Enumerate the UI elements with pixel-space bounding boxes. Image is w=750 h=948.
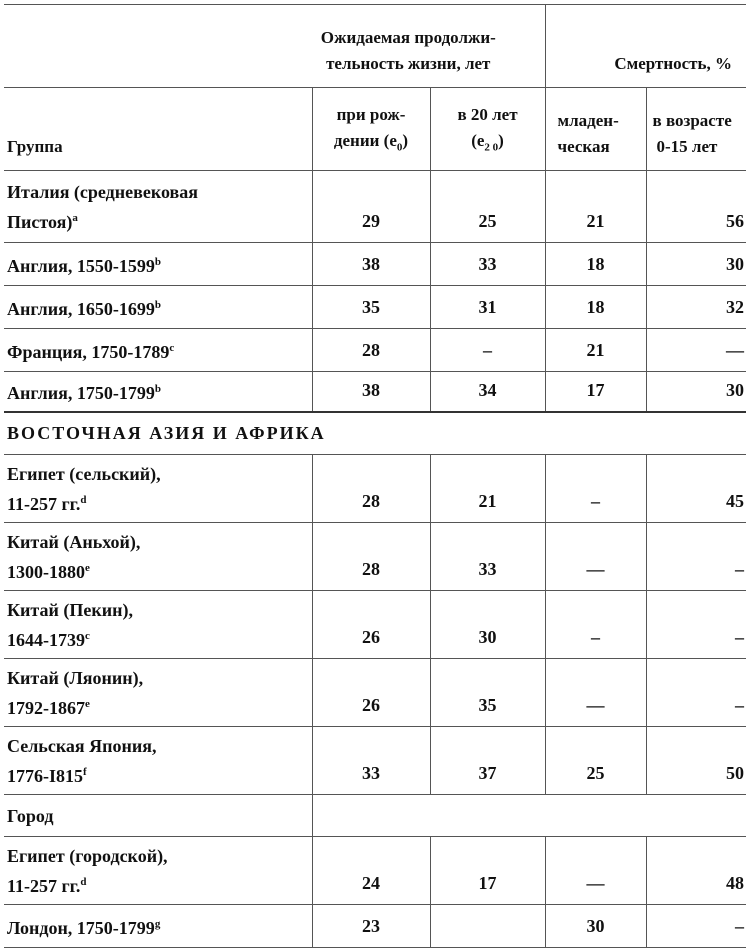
cell-at-birth: 28	[312, 455, 430, 523]
cell-age-0-15: 30	[646, 372, 746, 412]
row-label-line2: 1792-1867	[7, 697, 85, 718]
footnote-marker: b	[154, 256, 161, 268]
section-title-city: Город	[4, 795, 312, 837]
section-row	[4, 412, 746, 455]
footnote-marker: b	[154, 383, 161, 396]
cell-at-birth: 35	[312, 286, 430, 329]
row-group-label	[4, 523, 312, 591]
cell-age-0-15: –	[646, 523, 746, 591]
cell-infant: 18	[545, 286, 646, 329]
age-line1: в возрасте	[652, 111, 732, 130]
cell-infant: 25	[545, 727, 646, 795]
cell-infant: –	[545, 455, 646, 523]
cell-at-birth: 26	[312, 659, 430, 727]
cell-age-0-15: 30	[646, 243, 746, 286]
cell-infant: 30	[545, 905, 646, 948]
cell-at-birth: 33	[312, 727, 430, 795]
age-0-15-header	[646, 88, 746, 171]
cell-at-20: 31	[430, 286, 545, 329]
table-row	[4, 523, 746, 591]
cell-infant: 18	[545, 243, 646, 286]
at-20-header: в 20 лет $(e_{2 0})$	[430, 88, 545, 171]
table-row	[4, 243, 746, 286]
row-label-line1: Англия, 1750-1799	[7, 383, 155, 404]
row-label-line1: Китай (Ляонин),	[7, 667, 144, 688]
header-empty-cell	[4, 5, 312, 88]
cell-at-birth: 28	[312, 329, 430, 372]
footnote-marker: b	[154, 299, 161, 311]
table-row	[4, 329, 746, 372]
footnote-marker: c	[169, 342, 175, 354]
cell-age-0-15: 48	[646, 837, 746, 905]
cell-age-0-15: 32	[646, 286, 746, 329]
row-group-label	[4, 837, 312, 905]
footnote-marker: f	[83, 765, 87, 778]
life-expectancy-header-line1: Ожидаемая продолжи-	[320, 28, 496, 47]
cell-at-20: 37	[430, 727, 545, 795]
row-label-line2: 11-257 гг.	[7, 493, 81, 514]
life-expectancy-header-line2: тельность жизни, лет	[326, 54, 491, 73]
cell-age-0-15: 56	[646, 171, 746, 243]
life-expectancy-table	[4, 4, 746, 948]
header-row-1	[4, 5, 746, 88]
cell-infant: —	[545, 659, 646, 727]
cell-infant: —	[545, 523, 646, 591]
table-row	[4, 286, 746, 329]
footnote-marker: a	[72, 211, 78, 224]
cell-infant: –	[545, 591, 646, 659]
row-label-line1: Франция, 1750-1789	[7, 342, 170, 362]
cell-at-birth: 26	[312, 591, 430, 659]
row-label-line1: Египет (сельский),	[7, 463, 161, 484]
cell-at-20: 30	[430, 591, 545, 659]
section-row	[4, 795, 746, 837]
cell-at-20: 34	[430, 372, 545, 412]
cell-at-20: 17	[430, 837, 545, 905]
section-city-empty	[312, 795, 746, 837]
at-birth-header: при рож- дении $(e_0)$	[312, 88, 430, 171]
row-label-line1: Сельская Япония,	[7, 735, 157, 756]
cell-at-birth: 29	[312, 171, 430, 243]
cell-at-20	[430, 905, 545, 948]
row-label-line2: 11-257 гг.	[7, 875, 81, 896]
row-label-line1: Лондон, 1750-1799	[7, 918, 155, 938]
footnote-marker: c	[85, 629, 90, 642]
cell-age-0-15: 45	[646, 455, 746, 523]
row-group-label	[4, 243, 312, 286]
at-birth-line2: дении (e	[333, 130, 397, 150]
cell-age-0-15: –	[646, 905, 746, 948]
at-20-subscript: 2 0	[484, 141, 499, 153]
table-row	[4, 455, 746, 523]
table-row	[4, 171, 746, 243]
row-label-line2: 1644-1739	[7, 629, 85, 650]
header-row-2	[4, 88, 746, 171]
cell-at-20: 21	[430, 455, 545, 523]
row-label-line1: Китай (Аньхой),	[7, 531, 141, 552]
cell-at-20: –	[430, 329, 545, 372]
row-group-label	[4, 372, 312, 412]
cell-age-0-15: 50	[646, 727, 746, 795]
at-20-line2: (e	[471, 130, 485, 150]
mortality-header: Смертность, %	[545, 5, 746, 88]
cell-at-birth: 23	[312, 905, 430, 948]
cell-at-20: 33	[430, 523, 545, 591]
row-label-line2: 1300-1880	[7, 561, 85, 582]
at-birth-subscript: 0	[396, 141, 403, 153]
cell-at-20: 33	[430, 243, 545, 286]
footnote-marker: e	[85, 561, 90, 574]
row-label-line2: 1776-I815	[7, 765, 83, 786]
section-title-east-asia-africa: ВОСТОЧНАЯ АЗИЯ И АФРИКА	[4, 412, 746, 455]
footnote-marker: d	[80, 493, 87, 506]
row-group-label	[4, 171, 312, 243]
group-header: Группа	[4, 88, 312, 171]
cell-infant: 21	[545, 329, 646, 372]
footnote-marker: e	[85, 697, 90, 710]
footnote-marker: d	[80, 875, 87, 888]
cell-infant: 21	[545, 171, 646, 243]
cell-age-0-15: –	[646, 659, 746, 727]
row-group-label	[4, 727, 312, 795]
cell-age-0-15: —	[646, 329, 746, 372]
cell-at-birth: 38	[312, 243, 430, 286]
row-label-line1: Англия, 1650-1699	[7, 299, 155, 319]
infant-line2: ческая	[557, 137, 610, 156]
at-birth-line1: при рож-	[336, 104, 406, 124]
life-expectancy-header	[312, 5, 545, 88]
footnote-marker: g	[154, 918, 161, 930]
row-group-label	[4, 286, 312, 329]
cell-at-birth: 24	[312, 837, 430, 905]
row-label-line1: Египет (городской),	[7, 845, 168, 866]
row-group-label	[4, 591, 312, 659]
row-label-line1: Италия (средневековая	[7, 181, 198, 202]
table-row	[4, 659, 746, 727]
cell-infant: —	[545, 837, 646, 905]
cell-at-20: 25	[430, 171, 545, 243]
table-row	[4, 905, 746, 948]
table-row	[4, 372, 746, 412]
cell-at-birth: 28	[312, 523, 430, 591]
infant-header	[545, 88, 646, 171]
row-label-line2: Пистоя)	[7, 211, 73, 232]
cell-infant: 17	[545, 372, 646, 412]
at-20-line1: в 20 лет	[457, 104, 518, 124]
row-label-line1: Англия, 1550-1599	[7, 256, 155, 276]
row-group-label	[4, 659, 312, 727]
cell-age-0-15: –	[646, 591, 746, 659]
infant-line1: младен-	[557, 111, 619, 130]
row-group-label	[4, 329, 312, 372]
row-group-label	[4, 455, 312, 523]
table-row	[4, 591, 746, 659]
cell-at-birth: 38	[312, 372, 430, 412]
table-row	[4, 727, 746, 795]
table-row	[4, 837, 746, 905]
age-line2: 0-15 лет	[656, 137, 718, 156]
row-label-line1: Китай (Пекин),	[7, 599, 133, 620]
cell-at-20: 35	[430, 659, 545, 727]
row-group-label	[4, 905, 312, 948]
